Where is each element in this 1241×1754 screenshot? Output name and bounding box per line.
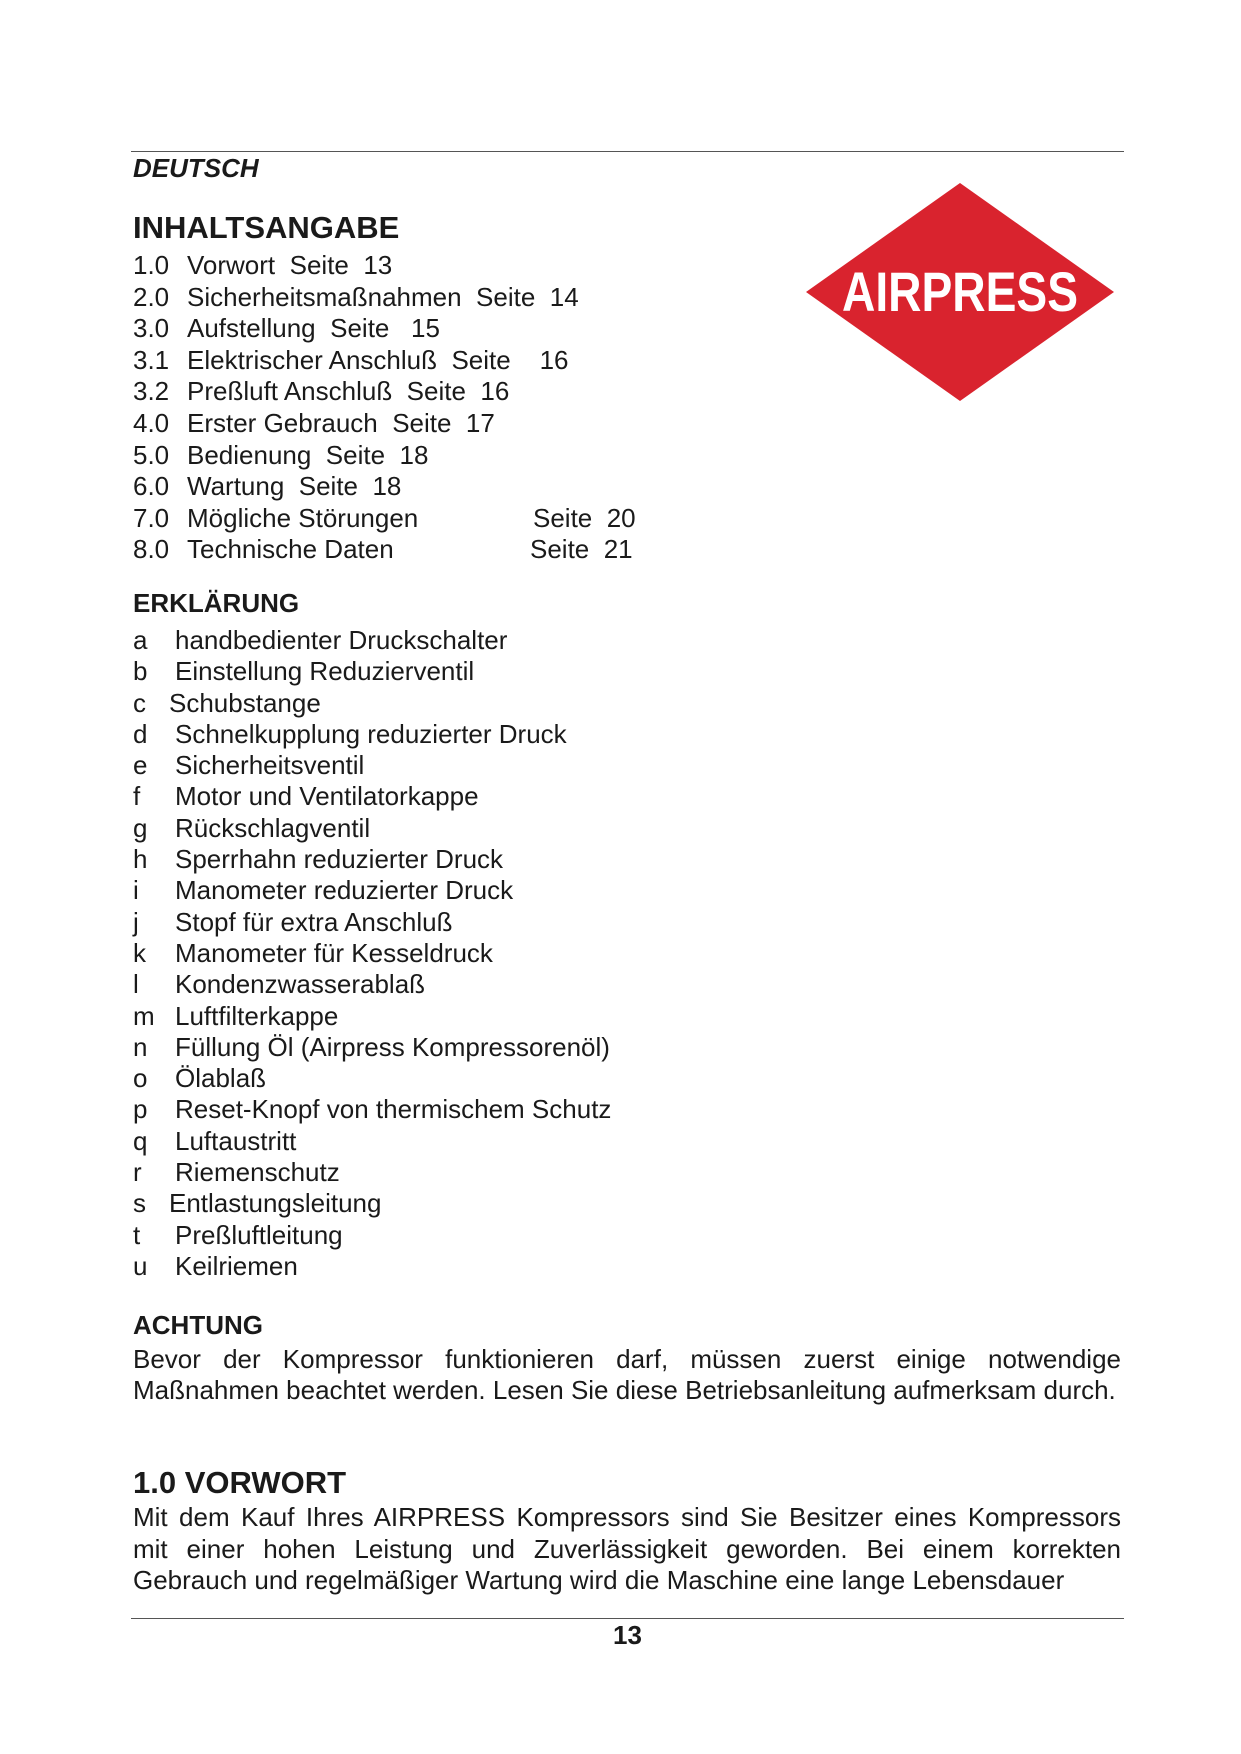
toc-row[interactable]: 5.0 Bedienung Seite 18 xyxy=(133,439,429,470)
foreword-title: 1.0 VORWORT xyxy=(133,1465,347,1500)
legend-item: c Schubstange xyxy=(133,687,321,718)
legend-item: d Schnelkupplung reduzierter Druck xyxy=(133,718,567,749)
legend-item: t Preßluftleitung xyxy=(133,1219,343,1250)
toc-row[interactable]: 3.1 Elektrischer Anschluß Seite 16 xyxy=(133,344,569,375)
toc-row[interactable]: 7.0 Mögliche Störungen Seite 20 xyxy=(133,502,636,533)
language-label: DEUTSCH xyxy=(133,153,259,183)
legend-item: i Manometer reduzierter Druck xyxy=(133,875,514,906)
legend-item: j Stopf für extra Anschluß xyxy=(133,906,453,937)
legend-item: f Motor und Ventilatorkappe xyxy=(133,781,479,812)
foreword-text: Mit dem Kauf Ihres AIRPRESS Kompressors sind Sie Besitzer eines Kompressors mit einer hohen Leistung und Zuverlässigkeit geworden. Bei einem korrekten Gebrauch und regelmäßiger Wartung wird die Maschine eine lange Lebensdauer xyxy=(133,1502,1121,1595)
header-divider xyxy=(131,151,1124,152)
legend-item: o Ölablaß xyxy=(133,1063,267,1094)
legend-item: q Luftaustritt xyxy=(133,1125,297,1156)
legend-item: a handbedienter Druckschalter xyxy=(133,625,508,655)
table-of-contents xyxy=(133,250,653,566)
toc-row[interactable]: 8.0 Technische Daten Seite 21 xyxy=(133,534,633,565)
toc-row[interactable]: 3.0 Aufstellung Seite 15 xyxy=(133,313,440,344)
legend-item: e Sicherheitsventil xyxy=(133,750,365,781)
page-number: 13 xyxy=(613,1620,642,1650)
legend-item: s Entlastungsleitung xyxy=(133,1188,382,1219)
toc-row[interactable]: 2.0 Sicherheitsmaßnahmen Seite 14 xyxy=(133,281,579,312)
legend-item: g Rückschlagventil xyxy=(133,812,371,843)
toc-title: INHALTSANGABE xyxy=(133,210,400,245)
airpress-logo xyxy=(806,183,1114,401)
legend-item: m Luftfilterkappe xyxy=(133,1000,339,1031)
legend-item: p Reset-Knopf von thermischem Schutz xyxy=(133,1094,612,1125)
legend-item: l Kondenzwasserablaß xyxy=(133,969,426,1000)
logo-wordmark: AIRPRESS xyxy=(842,260,1078,323)
toc-row[interactable]: 1.0 Vorwort Seite 13 xyxy=(133,250,393,280)
legend-item: k Manometer für Kesseldruck xyxy=(133,937,493,968)
legend-item: h Sperrhahn reduzierter Druck xyxy=(133,844,504,875)
legend-title: ERKLÄRUNG xyxy=(133,588,300,618)
legend-list xyxy=(133,625,611,1282)
warning-title: ACHTUNG xyxy=(133,1310,263,1340)
legend-item: b Einstellung Reduzierventil xyxy=(133,656,475,687)
toc-row[interactable]: 3.2 Preßluft Anschluß Seite 16 xyxy=(133,376,510,407)
toc-row[interactable]: 4.0 Erster Gebrauch Seite 17 xyxy=(133,407,495,438)
toc-row[interactable]: 6.0 Wartung Seite 18 xyxy=(133,471,402,502)
legend-item: r Riemenschutz xyxy=(133,1157,340,1188)
legend-item: u Keilriemen xyxy=(133,1250,298,1281)
warning-text: Bevor der Kompressor funktionieren darf, müssen zuerst einige notwendige Maßnahmen beachtet werden. Lesen Sie diese Betriebsanleitung aufmerksam durch. xyxy=(133,1344,1121,1405)
footer-divider xyxy=(131,1618,1124,1619)
legend-item: n Füllung Öl (Airpress Kompressorenöl) xyxy=(133,1031,610,1062)
